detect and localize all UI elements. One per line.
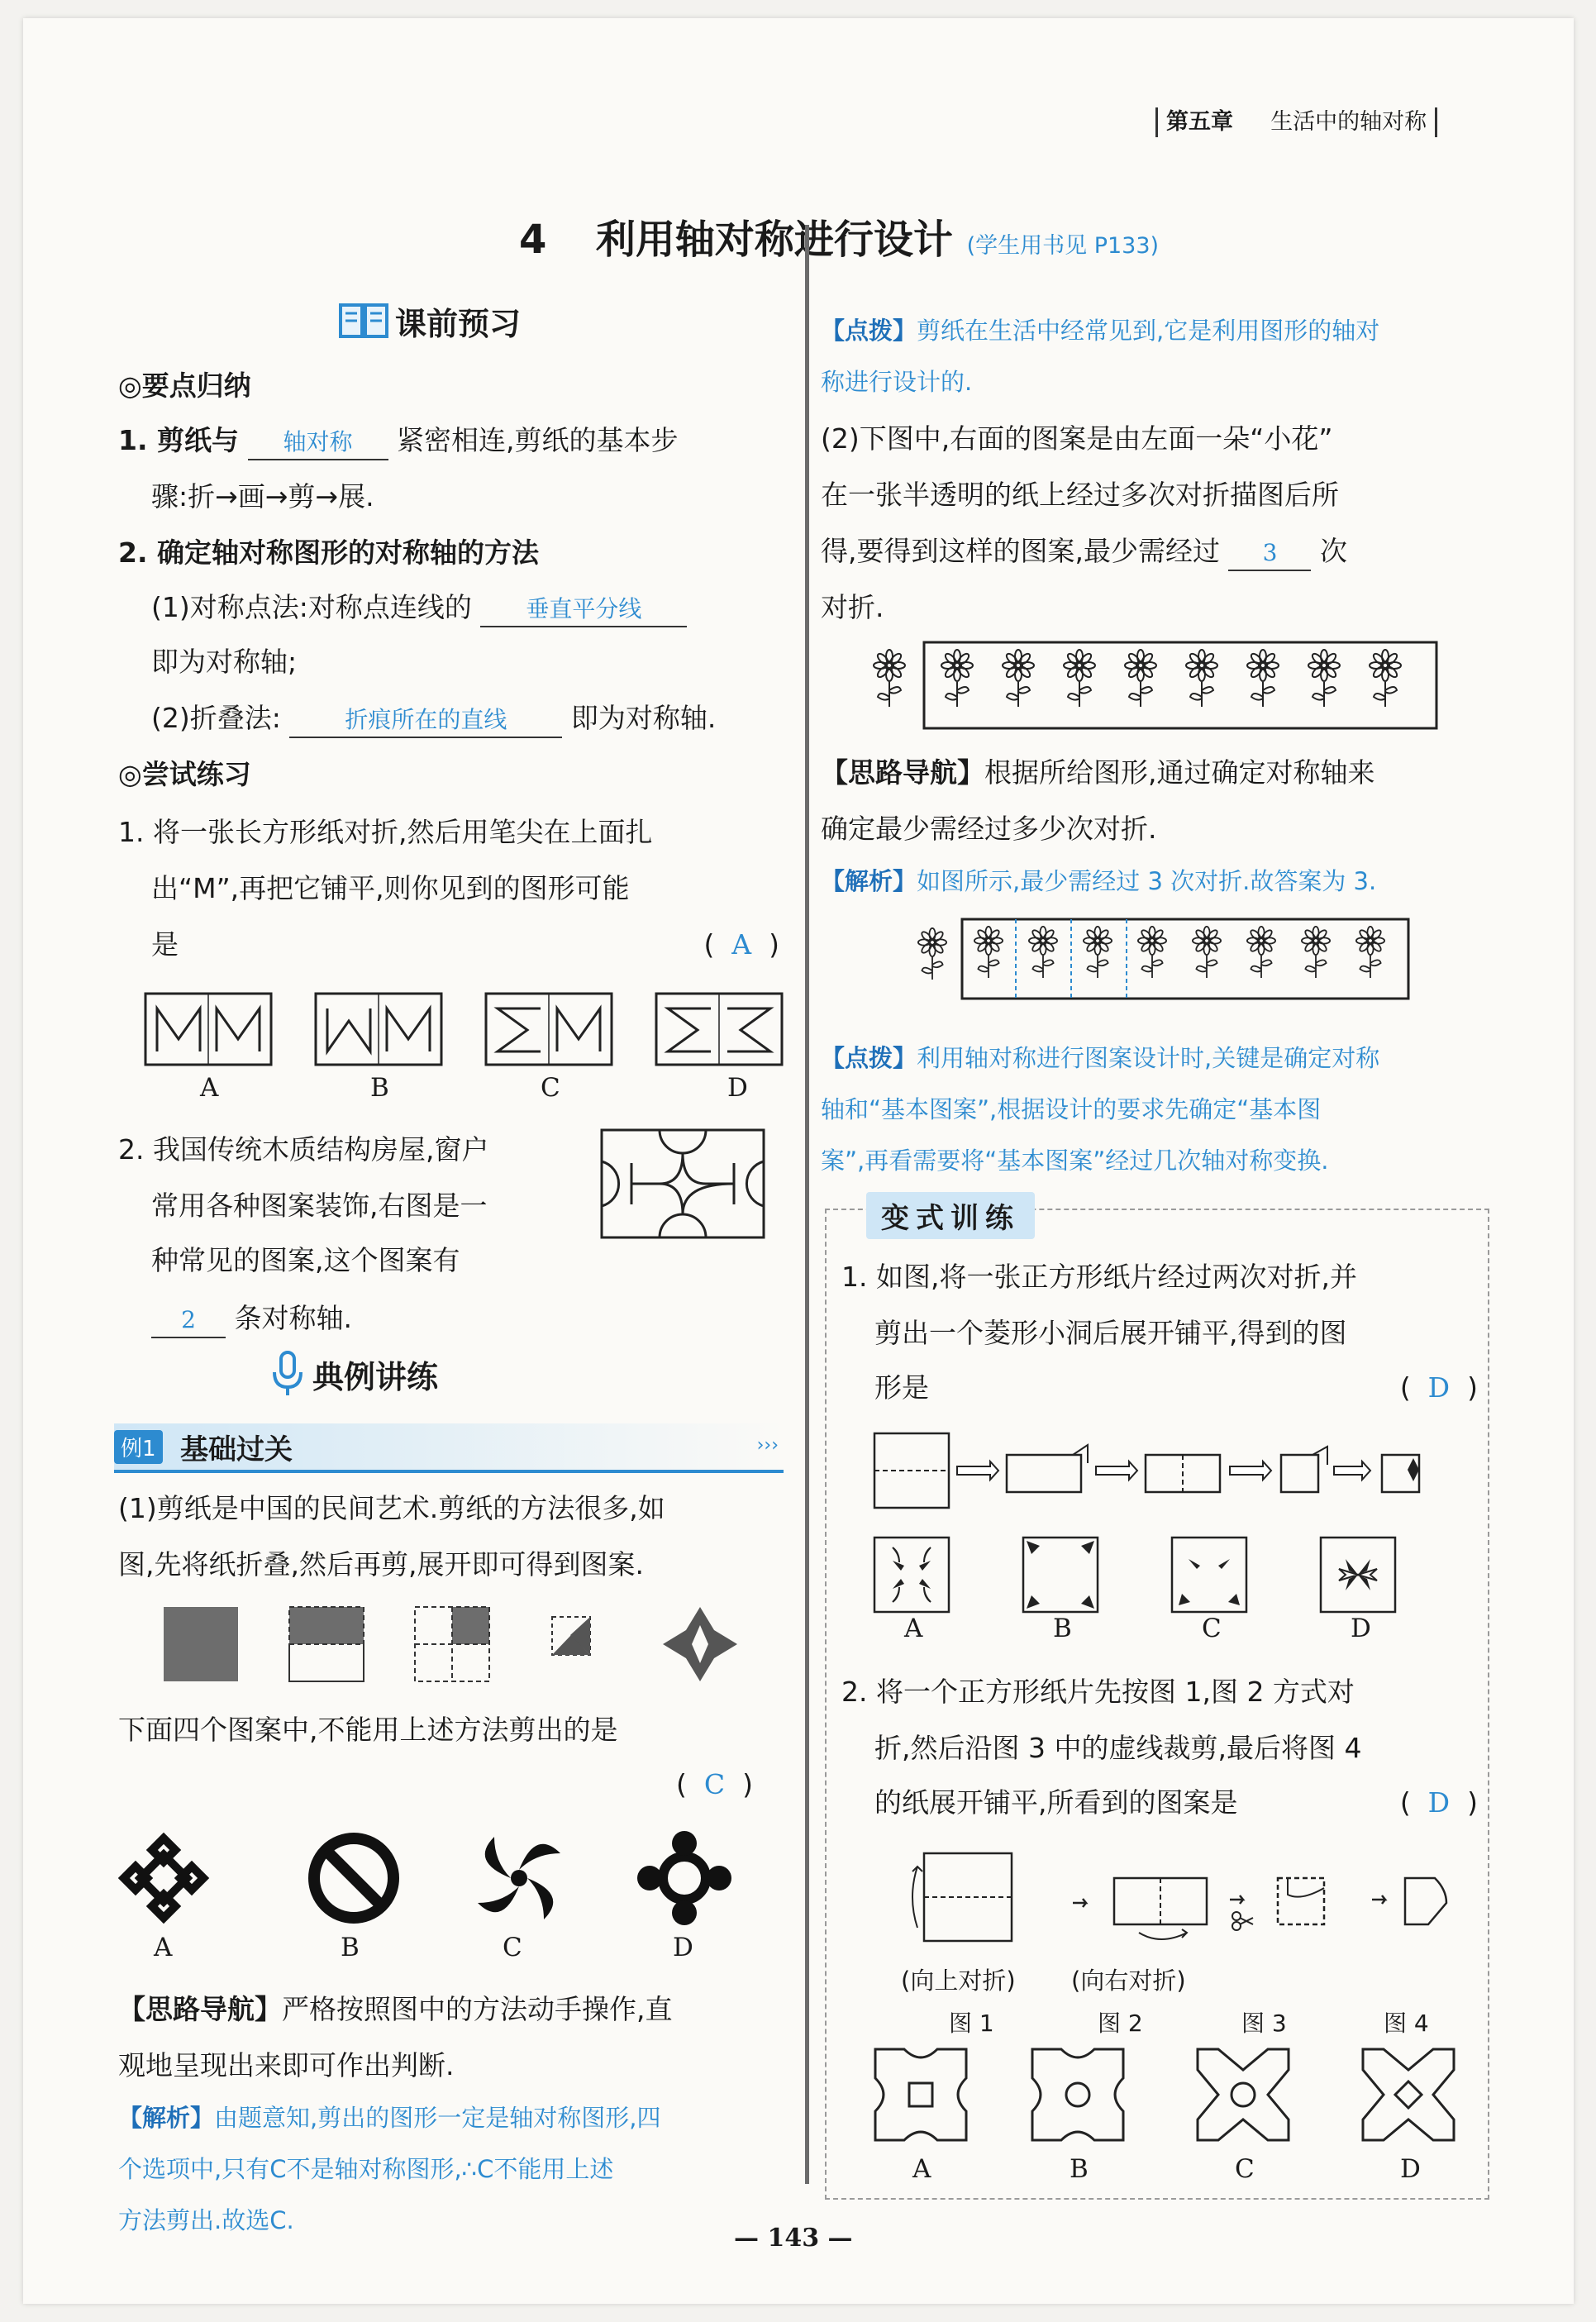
ex-option-b-label: B xyxy=(341,1933,360,1962)
t2-option-c-label: C xyxy=(1235,2154,1255,2184)
kp2-2-pre: (2)折叠法: xyxy=(151,702,281,734)
p2-analysis-tag: 【解析】 xyxy=(821,867,917,895)
q2-line4 xyxy=(151,1291,352,1346)
t2-option-a-figure xyxy=(875,2049,966,2140)
ex-option-figures xyxy=(114,1829,792,1944)
ex-option-c-figure xyxy=(478,1837,560,1919)
kp1 xyxy=(118,413,679,468)
t1-line1: 1. 如图,将一张正方形纸片经过两次对折,并 xyxy=(841,1261,1357,1293)
q1-option-c-label: C xyxy=(541,1073,560,1103)
q1-option-a-figure xyxy=(145,994,271,1065)
t1-option-b-label: B xyxy=(1053,1614,1072,1643)
kp1-line2: 骤:折→画→剪→展. xyxy=(151,480,374,513)
p2-guide-line1 xyxy=(821,746,1375,800)
kp2-1-pre: (1)对称点法:对称点连线的 xyxy=(151,591,472,623)
p2-guide-line2: 确定最少需经过多少次对折. xyxy=(821,813,1157,845)
kp1-pre: 1. 剪纸与 xyxy=(118,424,239,456)
ex-line3: 下面四个图案中,不能用上述方法剪出的是 xyxy=(118,1714,618,1746)
q1-option-b-figure xyxy=(316,994,441,1065)
flower-icon xyxy=(1186,650,1217,707)
q1-line2: 出“M”,再把它铺平,则你见到的图形可能 xyxy=(151,872,630,904)
q1-line1: 1. 将一张长方形纸对折,然后用笔尖在上面扎 xyxy=(118,816,653,848)
t1-line3 xyxy=(874,1361,1478,1415)
tip2-line3: 案”,再看需要将“基本图案”经过几次轴对称变换. xyxy=(821,1147,1329,1175)
q1-option-d-figure xyxy=(656,994,782,1065)
t2-option-d-label: D xyxy=(1400,2154,1421,2184)
q1-option-b-label: B xyxy=(370,1073,389,1103)
t2-fig-label-3: 图 3 xyxy=(1241,2010,1287,2037)
q1-option-figures xyxy=(145,994,807,1085)
flower-icon xyxy=(1370,650,1401,707)
t1-option-c-figure xyxy=(1172,1538,1246,1612)
t2-option-c-figure xyxy=(1198,2049,1289,2140)
lesson-ref: (学生用书见 P133) xyxy=(966,233,1160,259)
tip1-line2: 称进行设计的. xyxy=(821,368,973,396)
t2-fig-label-1: 图 1 xyxy=(949,2010,994,2037)
example-banner xyxy=(271,1351,438,1397)
flower-icon xyxy=(1247,927,1275,978)
ex-option-d-figure xyxy=(637,1831,731,1925)
t2-fig-label-2: 图 2 xyxy=(1098,2010,1143,2037)
t2-fold-label-1: (向上对折) xyxy=(901,1967,1016,1995)
key-points-heading: ◎要点归纳 xyxy=(118,370,251,402)
ex-guide-tag: 【思路导航】 xyxy=(118,1993,282,2025)
t1-line2: 剪出一个菱形小洞后展开铺平,得到的图 xyxy=(874,1317,1347,1349)
practice-heading: ◎尝试练习 xyxy=(118,758,251,790)
t1-answer-bracket: ( D ) xyxy=(1399,1371,1478,1404)
q2-post: 条对称轴. xyxy=(234,1302,352,1334)
flower-icon xyxy=(1247,650,1279,707)
p2-analysis-text: 如图所示,最少需经过 3 次对折.故答案为 3. xyxy=(917,867,1377,895)
t2-line2: 折,然后沿图 3 中的虚线裁剪,最后将图 4 xyxy=(874,1732,1362,1764)
textbook-page xyxy=(23,18,1574,2304)
flower-icon xyxy=(1084,927,1112,978)
flower-strip-frame xyxy=(962,919,1408,999)
t2-answer: D xyxy=(1427,1786,1451,1819)
t2-option-b-label: B xyxy=(1070,2154,1089,2184)
ex-option-d-label: D xyxy=(673,1933,693,1962)
t2-line1: 2. 将一个正方形纸片先按图 1,图 2 方式对 xyxy=(841,1676,1355,1708)
example1-heading xyxy=(114,1423,784,1473)
book-icon xyxy=(339,300,388,341)
p2-line3-pre: 得,要得到这样的图案,最少需经过 xyxy=(821,535,1220,567)
p2-analysis xyxy=(821,856,1376,906)
q2-answer: 2 xyxy=(151,1304,226,1338)
ex-option-b-figure xyxy=(314,1838,393,1918)
q1-option-c-figure xyxy=(486,994,612,1065)
p2-answer: 3 xyxy=(1228,536,1311,571)
flower-icon xyxy=(941,650,973,707)
ex-guide-line2: 观地呈现出来即可作出判断. xyxy=(118,2049,455,2081)
flower-pattern-folded-figure xyxy=(916,919,1445,1010)
q2-line3: 种常见的图案,这个图案有 xyxy=(151,1244,460,1276)
t2-line3-text: 的纸展开铺平,所看到的图案是 xyxy=(874,1786,1238,1819)
ex-guide-text1: 严格按照图中的方法动手操作,直 xyxy=(282,1993,673,2025)
chevrons-icon: ››› xyxy=(756,1435,779,1456)
tip2-line1 xyxy=(821,1033,1379,1083)
t2-fold-steps-figure xyxy=(899,1853,1478,1944)
kp1-answer: 轴对称 xyxy=(248,426,388,460)
kp2-1-post: 即为对称轴; xyxy=(151,646,298,678)
flower-icon xyxy=(1193,927,1221,978)
example1-title: 基础过关 xyxy=(180,1433,293,1466)
ex-analysis-text1: 由题意知,剪出的图形一定是轴对称图形,四 xyxy=(214,2104,661,2132)
p2-guide-tag: 【思路导航】 xyxy=(821,756,984,789)
kp2-2-answer: 折痕所在的直线 xyxy=(289,703,562,738)
ex-analysis-tag: 【解析】 xyxy=(118,2104,215,2132)
chapter-header xyxy=(1155,107,1437,137)
p2-guide-text1: 根据所给图形,通过确定对称轴来 xyxy=(984,756,1375,789)
ex-analysis-line3: 方法剪出.故选C. xyxy=(118,2206,294,2234)
ex-analysis-line2: 个选项中,只有C不是轴对称图形,∴C不能用上述 xyxy=(118,2155,614,2183)
t1-option-c-label: C xyxy=(1202,1614,1222,1643)
t2-option-figures xyxy=(871,2045,1483,2153)
paper-fold-steps-figure xyxy=(164,1599,775,1690)
tip1-tag: 【点拨】 xyxy=(821,317,917,345)
ex-guide-line1 xyxy=(118,1982,673,2037)
lesson-title-text: 利用轴对称进行设计 xyxy=(595,217,953,263)
flower-icon xyxy=(1356,927,1384,978)
chapter-number: 第五章 xyxy=(1166,109,1233,135)
t2-option-b-figure xyxy=(1032,2049,1123,2140)
flower-icon xyxy=(874,650,905,707)
tip2-line2: 轴和“基本图案”,根据设计的要求先确定“基本图 xyxy=(821,1095,1322,1123)
t2-option-a-label: A xyxy=(912,2154,931,2184)
flower-icon xyxy=(1308,650,1340,707)
ex-answer-bracket: ( C ) xyxy=(676,1768,753,1800)
kp2-2 xyxy=(151,691,716,746)
training-banner-text: 变式训练 xyxy=(881,1202,1020,1235)
flower-icon xyxy=(1138,927,1166,978)
q1-option-a-label: A xyxy=(200,1073,219,1103)
ex-line2: 图,先将纸折叠,然后再剪,展开即可得到图案. xyxy=(118,1548,644,1581)
preview-banner xyxy=(339,299,521,342)
flower-icon xyxy=(1302,927,1330,978)
ex-option-c-label: C xyxy=(503,1933,522,1962)
flower-icon xyxy=(1064,650,1095,707)
ex-option-a-figure xyxy=(124,1838,203,1918)
tip2-tag: 【点拨】 xyxy=(821,1044,917,1072)
p2-line4: 对折. xyxy=(821,591,884,623)
training-banner xyxy=(866,1192,1035,1239)
q1-answer-bracket: ( A ) xyxy=(703,928,779,961)
ex-option-a-label: A xyxy=(154,1933,173,1962)
t1-option-b-figure xyxy=(1023,1538,1098,1612)
preview-banner-text: 课前预习 xyxy=(395,305,522,342)
p2-line1: (2)下图中,右面的图案是由左面一朵“小花” xyxy=(821,422,1333,455)
kp2-2-post: 即为对称轴. xyxy=(570,702,717,734)
tip1-text1: 剪纸在生活中经常见到,它是利用图形的轴对 xyxy=(917,317,1380,345)
q2-line2: 常用各种图案装饰,右图是一 xyxy=(151,1190,488,1222)
t2-fig-label-4: 图 4 xyxy=(1384,2010,1429,2037)
kp2: 2. 确定轴对称图形的对称轴的方法 xyxy=(118,536,539,569)
t2-fold-label-2: (向右对折) xyxy=(1071,1967,1186,1995)
t2-line3 xyxy=(874,1776,1478,1830)
t1-line3-text: 形是 xyxy=(874,1371,929,1404)
t1-option-d-figure xyxy=(1321,1538,1395,1612)
kp2-1 xyxy=(151,580,687,635)
flower-icon xyxy=(1003,650,1034,707)
flower-icon xyxy=(1029,927,1057,978)
q1-option-d-label: D xyxy=(727,1073,748,1103)
example1-tag: 例1 xyxy=(114,1430,163,1464)
flower-icon xyxy=(974,927,1003,978)
t2-option-d-figure xyxy=(1363,2049,1454,2140)
flower-icon xyxy=(1125,650,1156,707)
t2-answer-bracket: ( D ) xyxy=(1399,1786,1478,1819)
lesson-number: 4 xyxy=(519,217,547,263)
example-banner-text: 典例讲练 xyxy=(312,1358,439,1395)
t1-option-figures xyxy=(874,1538,1470,1620)
ex-answer: C xyxy=(703,1768,726,1800)
microphone-icon xyxy=(271,1351,304,1397)
p2-line3-post: 次 xyxy=(1319,535,1347,567)
window-pattern-figure xyxy=(602,1130,767,1237)
lesson-title xyxy=(519,215,1159,271)
t1-fold-steps-figure xyxy=(874,1433,1470,1516)
q1-line3 xyxy=(151,918,779,972)
tip2-text1: 利用轴对称进行图案设计时,关键是确定对称 xyxy=(917,1044,1380,1072)
q1-line3-text: 是 xyxy=(151,928,179,961)
t1-option-a-label: A xyxy=(904,1614,923,1643)
column-divider xyxy=(805,225,809,2184)
kp1-post: 紧密相连,剪纸的基本步 xyxy=(397,424,679,456)
page-number: — 143 — xyxy=(734,2224,853,2253)
p2-line3 xyxy=(821,524,1347,579)
t1-option-d-label: D xyxy=(1351,1614,1371,1643)
chapter-title: 生活中的轴对称 xyxy=(1270,109,1427,135)
t1-option-a-figure xyxy=(874,1538,949,1612)
flower-strip-frame xyxy=(924,642,1436,728)
ex-analysis-line1 xyxy=(118,2093,660,2143)
flower-pattern-figure xyxy=(866,642,1461,733)
ex-line1: (1)剪纸是中国的民间艺术.剪纸的方法很多,如 xyxy=(118,1492,665,1524)
t1-answer: D xyxy=(1427,1371,1451,1404)
tip1-line1 xyxy=(821,306,1379,355)
kp2-1-answer: 垂直平分线 xyxy=(480,593,687,627)
flower-icon xyxy=(918,928,946,980)
p2-line2: 在一张半透明的纸上经过多次对折描图后所 xyxy=(821,479,1339,511)
q1-answer: A xyxy=(731,928,752,961)
q2-line1: 2. 我国传统木质结构房屋,窗户 xyxy=(118,1133,489,1166)
